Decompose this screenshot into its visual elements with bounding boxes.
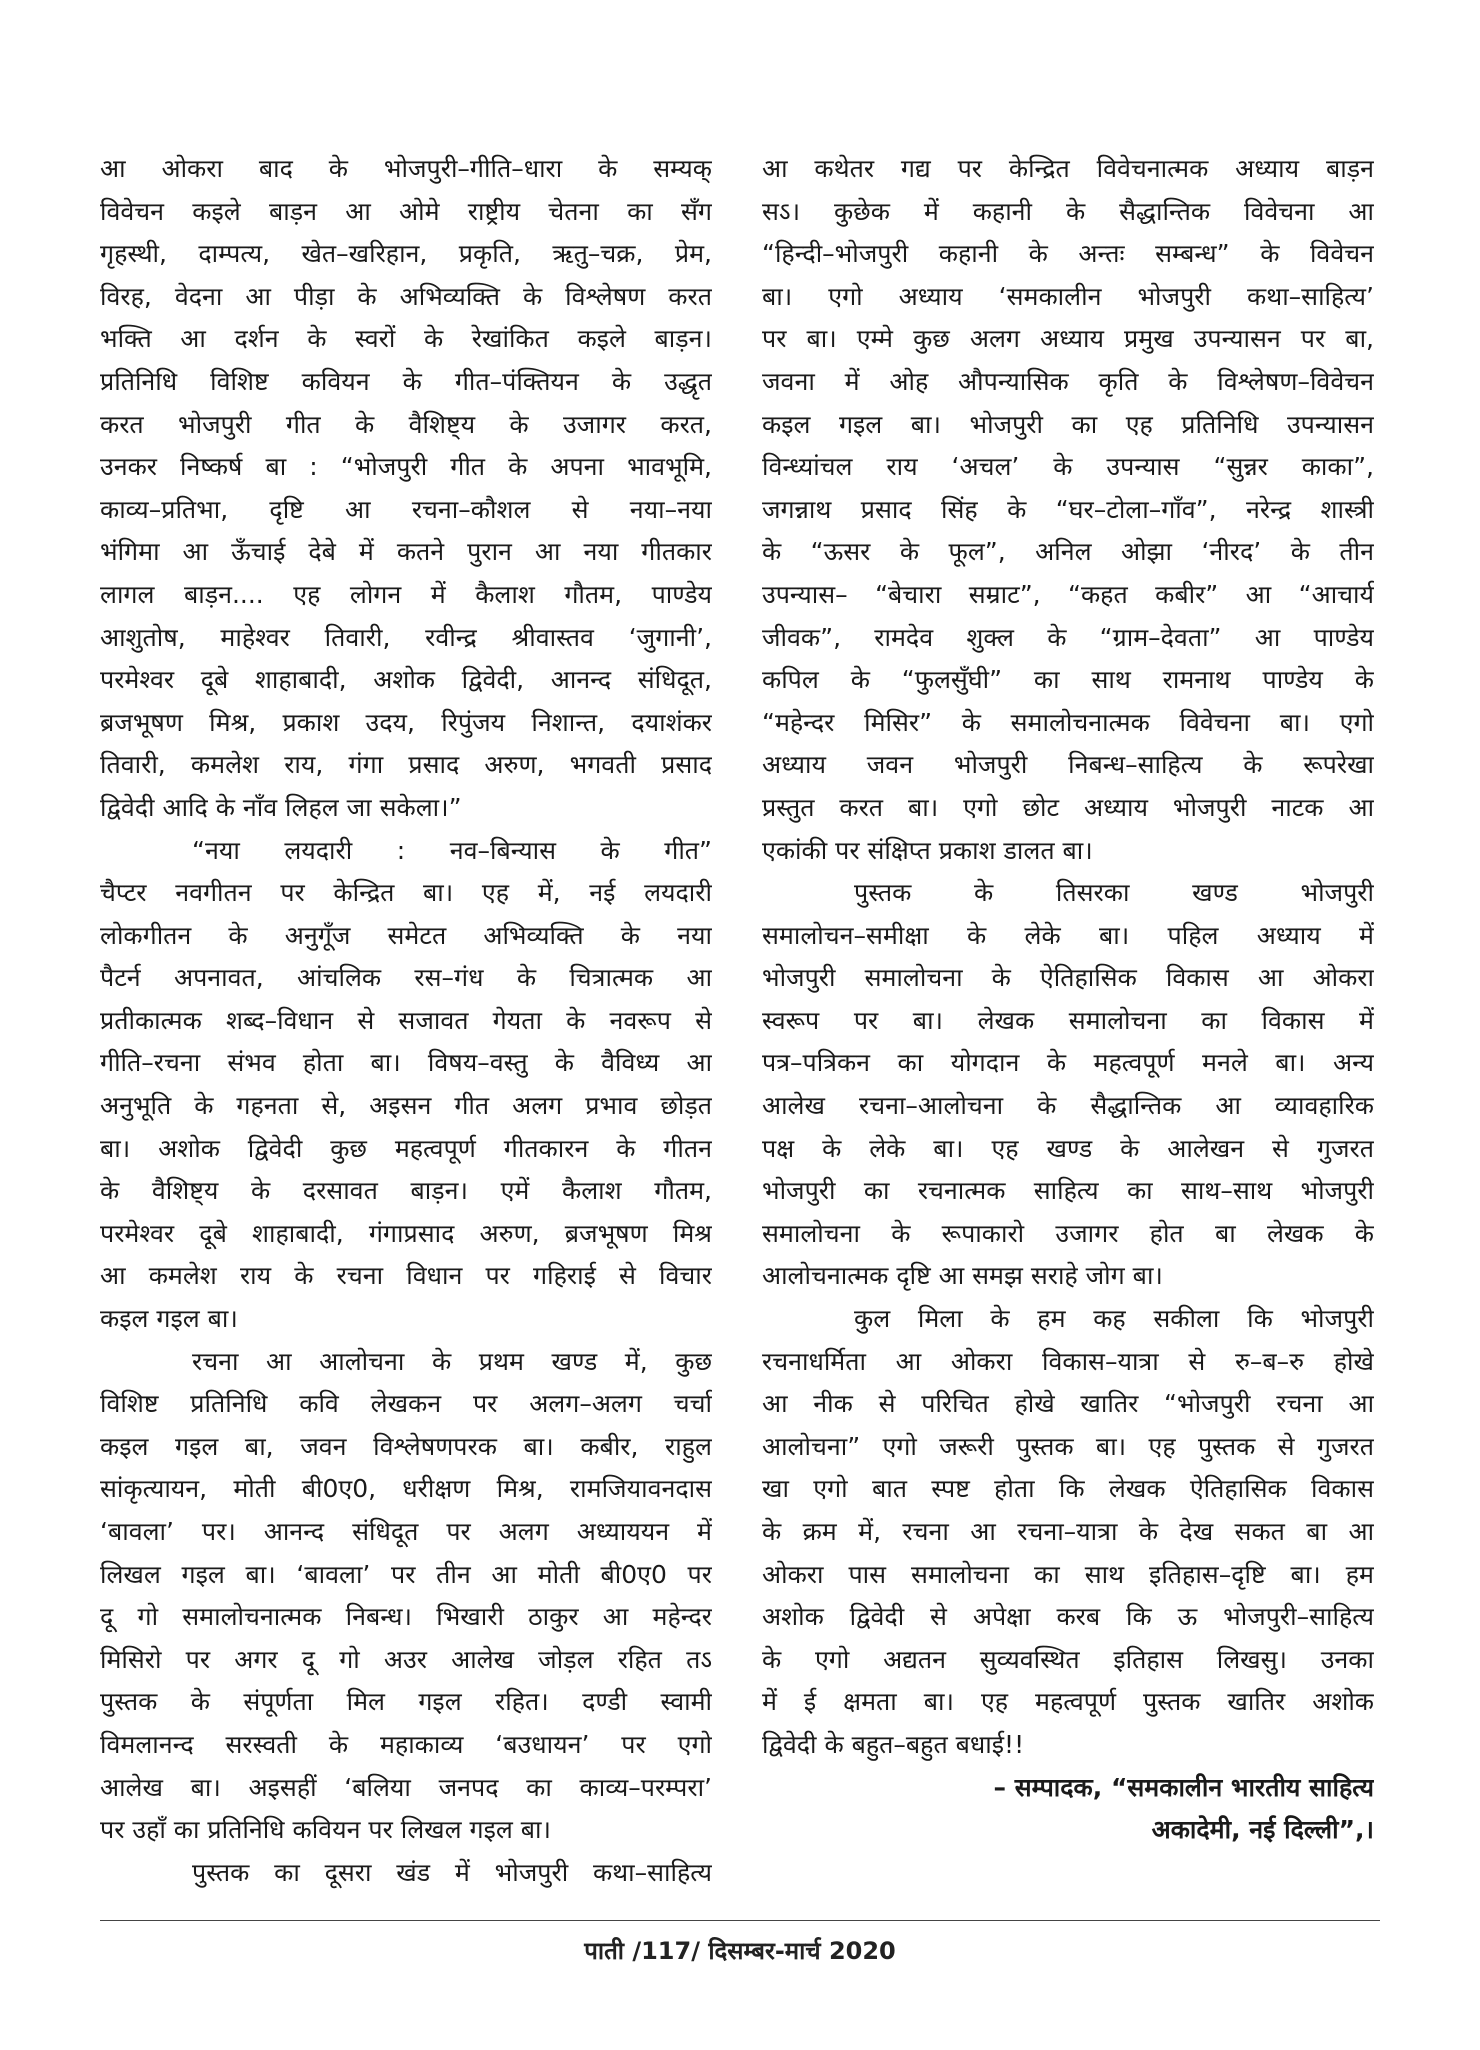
text-line: सांकृत्यायन, मोती बी0ए0, धरीक्षण मिश्र, रामजियावनदास bbox=[100, 1474, 712, 1504]
text-line: आलोचना” एगो जरूरी पुस्तक बा। एह पुस्तक से गुजरत bbox=[762, 1431, 1374, 1461]
text-line: अशोक द्विवेदी से अपेक्षा करब कि ऊ भोजपुरी–साहित्य bbox=[762, 1602, 1374, 1632]
text-line: प्रतिनिधि विशिष्ट कवियन के गीत–पंक्तियन के उद्धृत bbox=[100, 366, 712, 396]
text-line: विशिष्ट प्रतिनिधि कवि लेखकन पर अलग–अलग चर्चा bbox=[100, 1389, 712, 1419]
text-line: उपन्यास– “बेचारा सम्राट”, “कहत कबीर” आ “आचार्य bbox=[762, 579, 1374, 609]
text-line: अनुभूति के गहनता से, अइसन गीत अलग प्रभाव छोड़त bbox=[100, 1091, 712, 1121]
text-line: प्रतीकात्मक शब्द–विधान से सजावत गेयता के नवरूप से bbox=[100, 1005, 712, 1035]
right-column bbox=[762, 148, 1374, 1852]
text-line: पर बा। एम्मे कुछ अलग अध्याय प्रमुख उपन्यासन पर बा, bbox=[762, 324, 1374, 354]
text-line: लोकगीतन के अनुगूँज समेटत अभिव्यक्ति के नया bbox=[100, 920, 712, 950]
text-line: चैप्टर नवगीतन पर केन्द्रित बा। एह में, नई लयदारी bbox=[100, 878, 712, 908]
text-line: विवेचन कइले बाड़न आ ओमे राष्ट्रीय चेतना का सँग bbox=[100, 196, 712, 226]
text-line: कइल गइल बा। bbox=[100, 1304, 238, 1334]
text-line: रचनाधर्मिता आ ओकरा विकास–यात्रा से रु–ब–रु होखे bbox=[762, 1346, 1374, 1376]
text-line: जगन्नाथ प्रसाद सिंह के “घर–टोला–गाँव”, नरेन्द्र शास्त्री bbox=[762, 494, 1374, 524]
text-line: पर उहाँ का प्रतिनिधि कवियन पर लिखल गइल बा। bbox=[100, 1815, 552, 1845]
text-line: बा। अशोक द्विवेदी कुछ महत्वपूर्ण गीतकारन के गीतन bbox=[100, 1133, 712, 1163]
text-line: पुस्तक के संपूर्णता मिल गइल रहित। दण्डी स्वामी bbox=[100, 1687, 712, 1717]
text-line: आलेख रचना–आलोचना के सैद्धान्तिक आ व्यावहारिक bbox=[762, 1091, 1374, 1121]
text-line: गृहस्थी, दाम्पत्य, खेत–खरिहान, प्रकृति, ऋतु–चक्र, प्रेम, bbox=[100, 239, 712, 269]
left-column bbox=[100, 148, 712, 1894]
text-line: करत भोजपुरी गीत के वैशिष्ट्य के उजागर करत, bbox=[100, 409, 712, 439]
text-line: के “ऊसर के फूल”, अनिल ओझा ‘नीरद’ के तीन bbox=[762, 537, 1374, 567]
text-line: पैटर्न अपनावत, आंचलिक रस–गंध के चित्रात्मक आ bbox=[100, 963, 712, 993]
text-line: पुस्तक का दूसरा खंड में भोजपुरी कथा–साहित्य bbox=[192, 1857, 712, 1887]
text-line: द्विवेदी आदि के नाँव लिहल जा सकेला।” bbox=[100, 792, 462, 822]
text-line: जीवक”, रामदेव शुक्ल के “ग्राम–देवता” आ पाण्डेय bbox=[762, 622, 1374, 652]
text-line: मिसिरो पर अगर दू गो अउर आलेख जोड़ल रहित तऽ bbox=[100, 1644, 712, 1674]
text-line: रचना आ आलोचना के प्रथम खण्ड में, कुछ bbox=[192, 1346, 712, 1376]
text-line: द्विवेदी के बहुत–बहुत बधाई!! bbox=[762, 1729, 1025, 1759]
text-line: “महेन्दर मिसिर” के समालोचनात्मक विवेचना बा। एगो bbox=[762, 707, 1374, 737]
text-line: विरह, वेदना आ पीड़ा के अभिव्यक्ति के विश्लेषण करत bbox=[100, 281, 712, 311]
text-line: के एगो अद्यतन सुव्यवस्थित इतिहास लिखसु। उनका bbox=[762, 1644, 1374, 1674]
page-footer: पाती /117/ दिसम्बर-मार्च 2020 bbox=[584, 1937, 896, 1965]
text-line: आशुतोष, माहेश्वर तिवारी, रवीन्द्र श्रीवास्तव ‘जुगानी’, bbox=[100, 622, 712, 652]
text-line: विन्ध्यांचल राय ‘अचल’ के उपन्यास “सुन्नर काका”, bbox=[762, 452, 1374, 482]
signature-line-2: अकादेमी, नई दिल्ली”,। bbox=[1151, 1815, 1374, 1845]
text-line: कपिल के “फुलसुँघी” का साथ रामनाथ पाण्डेय के bbox=[762, 665, 1374, 695]
footer-rule bbox=[100, 1920, 1380, 1921]
text-line: सऽ। कुछेक में कहानी के सैद्धान्तिक विवेचना आ bbox=[762, 196, 1374, 226]
text-line: आ कमलेश राय के रचना विधान पर गहिराई से विचार bbox=[100, 1261, 712, 1291]
text-line: एकांकी पर संक्षिप्त प्रकाश डालत बा। bbox=[762, 835, 1093, 865]
text-line: कइल गइल बा। भोजपुरी का एह प्रतिनिधि उपन्यासन bbox=[762, 409, 1374, 439]
text-line: उनकर निष्कर्ष बा : “भोजपुरी गीत के अपना भावभूमि, bbox=[100, 452, 712, 482]
text-line: जवना में ओह औपन्यासिक कृति के विश्लेषण–विवेचन bbox=[762, 366, 1374, 396]
text-line: समालोचना के रूपाकारो उजागर होत बा लेखक के bbox=[762, 1218, 1374, 1248]
text-line: में ई क्षमता बा। एह महत्वपूर्ण पुस्तक खातिर अशोक bbox=[762, 1687, 1374, 1717]
text-line: आ नीक से परिचित होखे खातिर “भोजपुरी रचना आ bbox=[762, 1389, 1374, 1419]
text-line: बा। एगो अध्याय ‘समकालीन भोजपुरी कथा–साहित्य’ bbox=[762, 281, 1374, 311]
text-line: के वैशिष्ट्य के दरसावत बाड़न। एमें कैलाश गौतम, bbox=[100, 1176, 712, 1206]
text-line: कुल मिला के हम कह सकीला कि भोजपुरी bbox=[854, 1304, 1374, 1334]
text-line: भोजपुरी का रचनात्मक साहित्य का साथ–साथ भोजपुरी bbox=[762, 1176, 1374, 1206]
text-line: भंगिमा आ ऊँचाई देबे में कतने पुरान आ नया गीतकार bbox=[100, 537, 712, 567]
text-line: ब्रजभूषण मिश्र, प्रकाश उदय, रिपुंजय निशान्त, दयाशंकर bbox=[100, 707, 712, 737]
right-column-body bbox=[762, 148, 1374, 1767]
text-line: कइल गइल बा, जवन विश्लेषणपरक बा। कबीर, राहुल bbox=[100, 1431, 712, 1461]
text-line: पत्र–पत्रिकन का योगदान के महत्वपूर्ण मनले बा। अन्य bbox=[762, 1048, 1374, 1078]
text-line: दू गो समालोचनात्मक निबन्ध। भिखारी ठाकुर आ महेन्दर bbox=[100, 1602, 712, 1632]
text-line: परमेश्वर दूबे शाहाबादी, गंगाप्रसाद अरुण, ब्रजभूषण मिश्र bbox=[100, 1218, 712, 1248]
text-line: भक्ति आ दर्शन के स्वरों के रेखांकित कइले बाड़न। bbox=[100, 324, 712, 354]
text-line: खा एगो बात स्पष्ट होता कि लेखक ऐतिहासिक विकास bbox=[762, 1474, 1374, 1504]
text-line: परमेश्वर दूबे शाहाबादी, अशोक द्विवेदी, आनन्द संधिदूत, bbox=[100, 665, 712, 695]
text-line: के क्रम में, रचना आ रचना–यात्रा के देख सकत बा आ bbox=[762, 1517, 1374, 1546]
text-line: पुस्तक के तिसरका खण्ड भोजपुरी bbox=[854, 878, 1374, 908]
text-line: आलोचनात्मक दृष्टि आ समझ सराहे जोग बा। bbox=[762, 1261, 1163, 1291]
text-line: काव्य–प्रतिभा, दृष्टि आ रचना–कौशल से नया–नया bbox=[100, 494, 712, 524]
text-line: आ कथेतर गद्य पर केन्द्रित विवेचनात्मक अध्याय बाड़न bbox=[762, 154, 1374, 183]
text-line: “नया लयदारी : नव–बिन्यास के गीत” bbox=[192, 835, 712, 865]
text-line: गीति–रचना संभव होता बा। विषय–वस्तु के वैविध्य आ bbox=[100, 1048, 712, 1078]
text-line: ‘बावला’ पर। आनन्द संधिदूत पर अलग अध्याययन में bbox=[100, 1517, 712, 1546]
text-line: विमलानन्द सरस्वती के महाकाव्य ‘बउधायन’ पर एगो bbox=[100, 1729, 712, 1759]
text-line: समालोचन–समीक्षा के लेके बा। पहिल अध्याय में bbox=[762, 920, 1374, 950]
text-line: स्वरूप पर बा। लेखक समालोचना का विकास में bbox=[762, 1005, 1374, 1035]
text-line: लिखल गइल बा। ‘बावला’ पर तीन आ मोती बी0ए0 पर bbox=[100, 1559, 712, 1589]
text-line: प्रस्तुत करत बा। एगो छोट अध्याय भोजपुरी नाटक आ bbox=[762, 792, 1374, 822]
text-line: “हिन्दी–भोजपुरी कहानी के अन्तः सम्बन्ध” के विवेचन bbox=[762, 239, 1374, 269]
text-line: आलेख बा। अइसहीं ‘बलिया जनपद का काव्य–परम्परा’ bbox=[100, 1772, 712, 1802]
text-line: ओकरा पास समालोचना का साथ इतिहास–दृष्टि बा। हम bbox=[762, 1559, 1374, 1589]
text-line: अध्याय जवन भोजपुरी निबन्ध–साहित्य के रूपरेखा bbox=[762, 750, 1374, 780]
text-line: भोजपुरी समालोचना के ऐतिहासिक विकास आ ओकरा bbox=[762, 963, 1374, 993]
text-line: आ ओकरा बाद के भोजपुरी–गीति–धारा के सम्यक् bbox=[100, 154, 712, 183]
text-line: लागल बाड़न.... एह लोगन में कैलाश गौतम, पाण्डेय bbox=[100, 579, 712, 609]
text-line: पक्ष के लेके बा। एह खण्ड के आलेखन से गुजरत bbox=[762, 1133, 1374, 1163]
text-line: तिवारी, कमलेश राय, गंगा प्रसाद अरुण, भगवती प्रसाद bbox=[100, 750, 712, 780]
signature-line-1: – सम्पादक, “समकालीन भारतीय साहित्य bbox=[993, 1772, 1374, 1802]
